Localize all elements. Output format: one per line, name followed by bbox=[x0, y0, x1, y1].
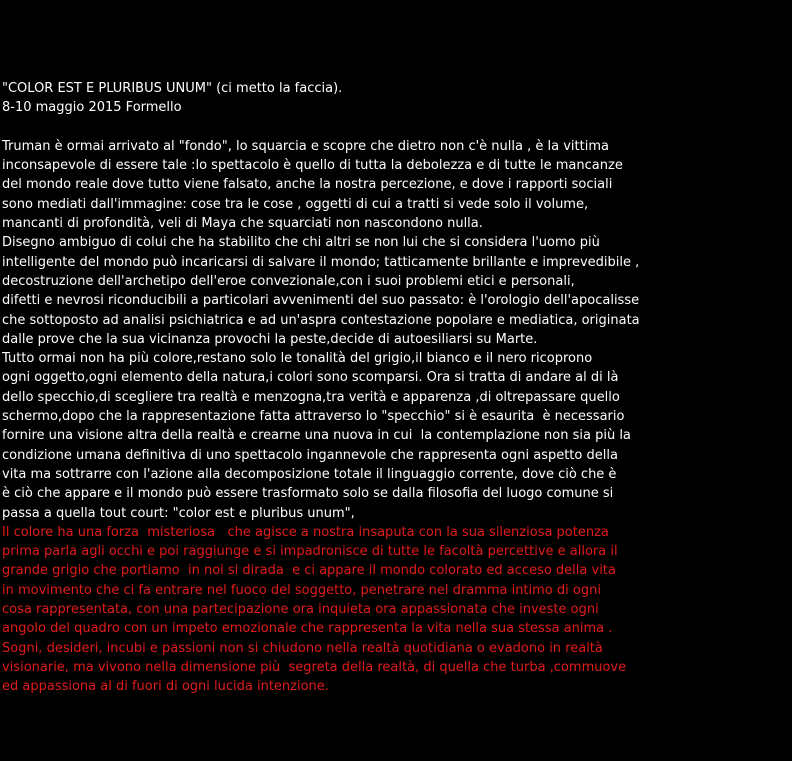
body-line: dalle prove che la sua vicinanza provochi la peste,decide di autoesiliarsi su Marte. bbox=[2, 331, 538, 347]
red-line: visionarie, ma vivono nella dimensione più segreta della realtà, di quella che turba ,commuove bbox=[2, 659, 627, 675]
body-line: mancanti di profondità, veli di Maya che squarciati non nascondono nulla. bbox=[2, 216, 483, 232]
body-line: difetti e nevrosi riconducibili a particolari avvenimenti del suo passato: è l'orologio dell'apocalisse bbox=[2, 293, 640, 309]
document-text bbox=[2, 79, 790, 697]
body-line: Truman è ormai arrivato al "fondo", lo squarcia e scopre che dietro non c'è nulla , è la vittima bbox=[2, 138, 609, 154]
body-line: intelligente del mondo può incaricarsi di salvare il mondo; tatticamente brillante e imprevedibile , bbox=[2, 254, 640, 270]
red-line: Sogni, desideri, incubi e passioni non si chiudono nella realtà quotidiana o evadono in realtà bbox=[2, 640, 603, 656]
body-line: condizione umana definitiva di uno spettacolo ingannevole che rappresenta ogni aspetto della bbox=[2, 447, 618, 463]
body-line: decostruzione dell'archetipo dell'eroe convezionale,con i suoi problemi etici e personali, bbox=[2, 273, 575, 289]
red-paragraph bbox=[2, 523, 790, 697]
red-line: ed appassiona al di fuori di ogni lucida intenzione. bbox=[2, 679, 329, 695]
body-line: Disegno ambiguo di colui che ha stabilito che chi altri se non lui che si considera l'uomo più bbox=[2, 235, 600, 251]
body-line: schermo,dopo che la rappresentazione fatta attraverso lo "specchio" si è esaurita è necessario bbox=[2, 409, 625, 425]
body-line: che sottoposto ad analisi psichiatrica e ad un'aspra contestazione popolare e mediatica, originata bbox=[2, 312, 640, 328]
body-paragraph bbox=[2, 137, 790, 523]
body-line: Tutto ormai non ha più colore,restano solo le tonalità del grigio,il bianco e il nero ricoprono bbox=[2, 351, 593, 367]
body-line: passa a quella tout court: "color est e pluribus unum", bbox=[2, 505, 355, 521]
body-line: ogni oggetto,ogni elemento della natura,i colori sono scomparsi. Ora si tratta di andare al di là bbox=[2, 370, 619, 386]
body-line: è ciò che appare e il mondo può essere trasformato solo se dalla filosofia del luogo comune si bbox=[2, 486, 614, 502]
body-line: dello specchio,di scegliere tra realtà e menzogna,tra verità e apparenza ,di oltrepassare quello bbox=[2, 389, 620, 405]
red-line: grande grigio che portiamo in noi si dirada e ci appare il mondo colorato ed acceso della vita bbox=[2, 563, 616, 579]
body-line: sono mediati dall'immagine: cose tra le cose , oggetti di cui a tratti si vede solo il volume, bbox=[2, 196, 589, 212]
paragraph-gap bbox=[2, 118, 790, 137]
document-title: "COLOR EST E PLURIBUS UNUM" (ci metto la faccia). bbox=[2, 81, 343, 96]
body-line: vita ma sottrarre con l'azione alla decomposizione totale il linguaggio corrente, dove ciò che è bbox=[2, 466, 617, 482]
red-line: in movimento che ci fa entrare nel fuoco del soggetto, penetrare nel dramma intimo di ogni bbox=[2, 582, 601, 598]
date-place-line: 8-10 maggio 2015 Formello bbox=[2, 100, 182, 116]
red-line: cosa rappresentata, con una partecipazione ora inquieta ora appassionata che investe ogni bbox=[2, 602, 599, 618]
red-line: prima parla agli occhi e poi raggiunge e si impadronisce di tutte le facoltà percettive e allora il bbox=[2, 544, 618, 560]
body-line: inconsapevole di essere tale :lo spettacolo è quello di tutta la debolezza e di tutte le mancanze bbox=[2, 158, 623, 174]
header-block bbox=[2, 79, 790, 118]
body-line: fornire una visione altra della realtà e crearne una nuova in cui la contemplazione non sia più la bbox=[2, 428, 631, 444]
red-line: angolo del quadro con un impeto emozionale che rappresenta la vita nella sua stessa anima . bbox=[2, 621, 613, 637]
red-line: Il colore ha una forza misteriosa che agisce a nostra insaputa con la sua silenziosa potenza bbox=[2, 524, 609, 540]
body-line: del mondo reale dove tutto viene falsato, anche la nostra percezione, e dove i rapporti sociali bbox=[2, 177, 613, 193]
